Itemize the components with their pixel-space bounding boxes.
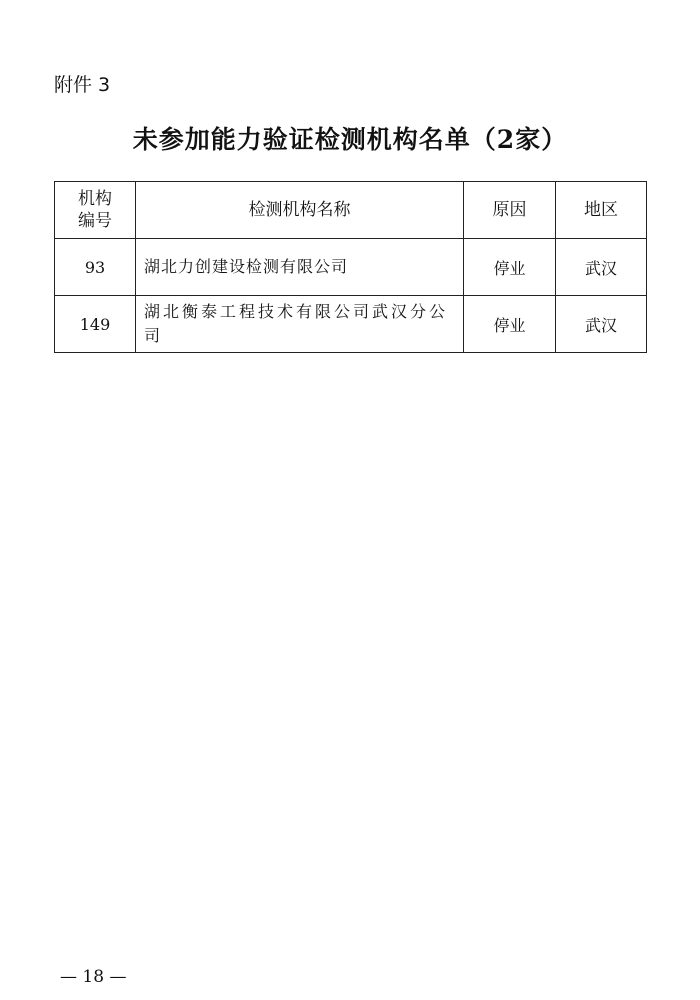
attachment-label: 附件 3: [54, 74, 111, 96]
region-cell: 武汉: [556, 239, 647, 296]
page-number: — 18 —: [60, 967, 127, 987]
header-reason: 原因: [464, 182, 556, 239]
reason-cell: 停业: [464, 296, 556, 353]
institution-id-cell: 93: [55, 239, 136, 296]
institution-id-cell: 149: [55, 296, 136, 353]
table-row: [55, 239, 647, 296]
page-title: 未参加能力验证检测机构名单（2家）: [132, 125, 568, 154]
region-cell: 武汉: [556, 296, 647, 353]
header-id-line1: 机构: [78, 189, 112, 209]
header-institution-name: 检测机构名称: [136, 182, 464, 239]
reason-cell: 停业: [464, 239, 556, 296]
institution-table: [54, 181, 647, 353]
header-institution-id: [55, 182, 136, 239]
table-header-row: [55, 182, 647, 239]
table-row: [55, 296, 647, 353]
header-id-line2: 编号: [78, 211, 112, 231]
institution-name-cell: 湖北力创建设检测有限公司: [136, 239, 464, 296]
institution-name-cell: 湖北衡泰工程技术有限公司武汉分公司: [136, 296, 464, 353]
header-region: 地区: [556, 182, 647, 239]
